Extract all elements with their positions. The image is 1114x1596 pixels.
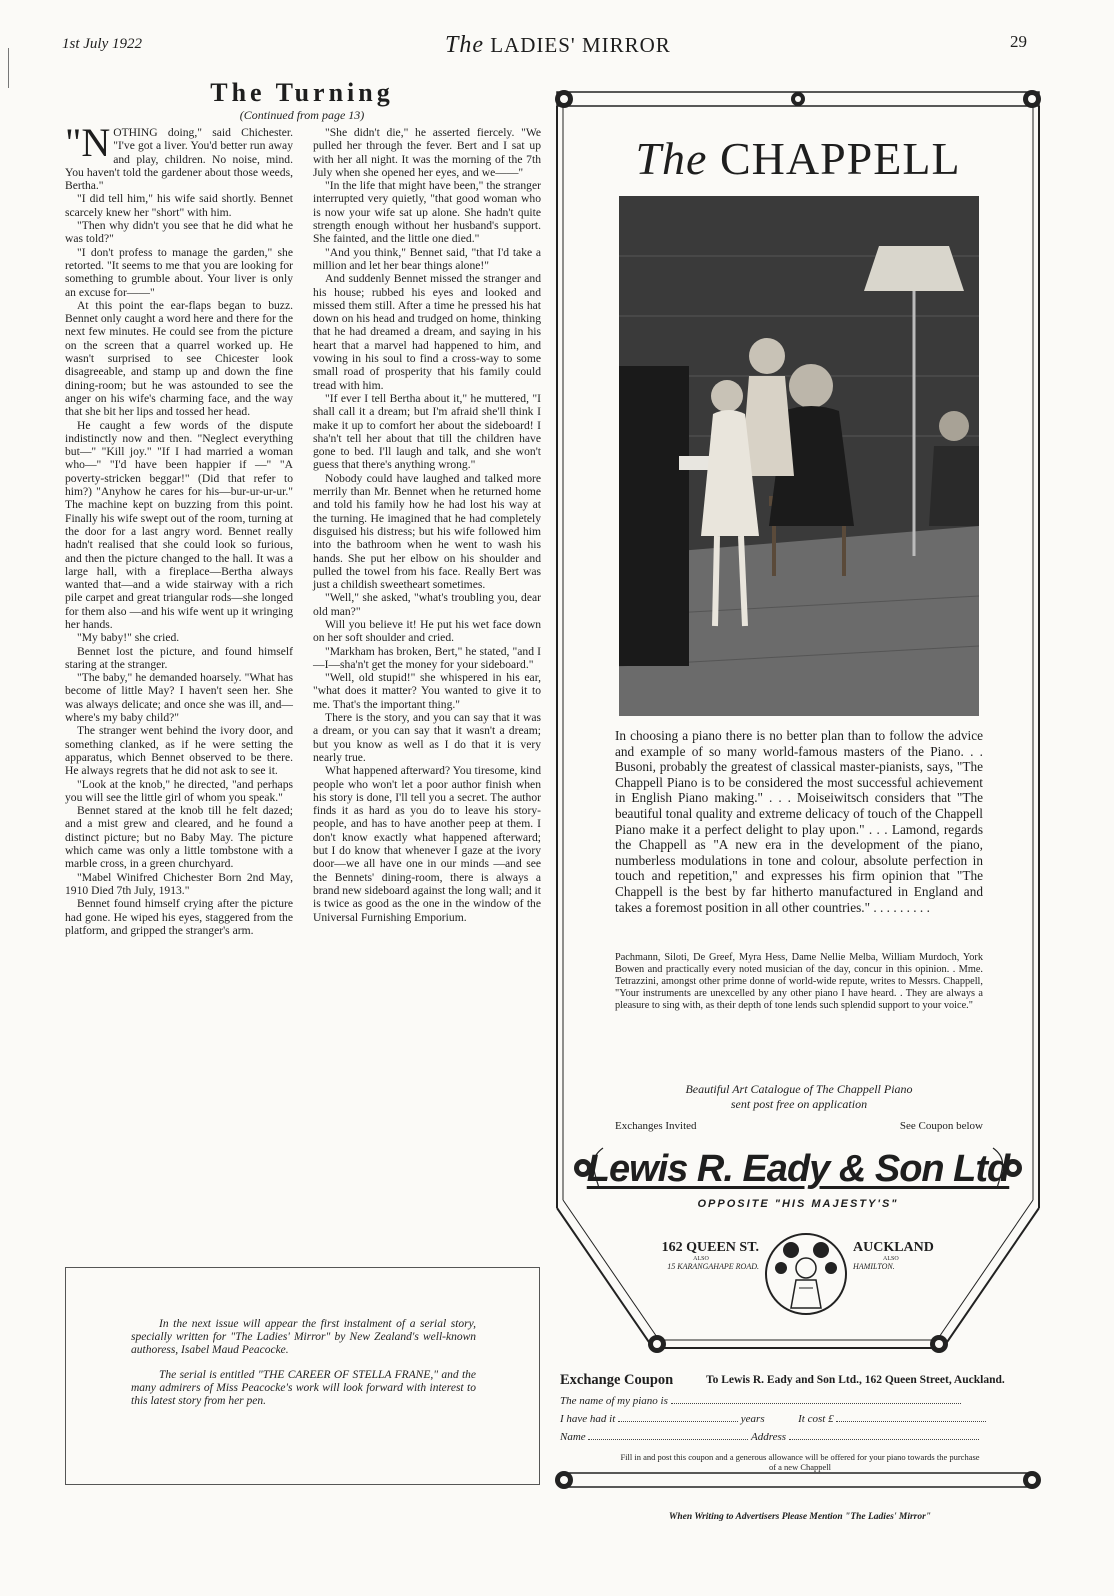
notice-text	[131, 1318, 476, 1420]
story-paragraph: Bennet lost the picture, and found himself staring at the stranger.	[65, 644, 293, 671]
story-paragraph: "My baby!" she cried.	[77, 631, 180, 645]
story-paragraph: Will you believe it! He put his wet face down on her soft shoulder and cried.	[313, 617, 541, 645]
story-epitaph: "Mabel Winifred Chichester Born 2nd May, 1910 Died 7th July, 1913."	[65, 870, 293, 897]
coupon-recipient: To Lewis R. Eady and Son Ltd., 162 Queen Street, Auckland.	[706, 1374, 1005, 1386]
notice-paragraph: In the next issue will appear the first instalment of a serial story, specially written for "The Ladies' Mirror" by New Zealand's well-known authoress, Isabel Maud Peacocke.	[131, 1318, 476, 1356]
story-paragraph: Nobody could have laughed and talked more merrily than Mr. Bennet when he returned home and told his family how he had lost his way at the turning. He imagined that he had completely disguised his distress; but his wife followed him into the bathroom when he went to wash his hands. She put her elbow on his shoulder and pulled the towel from his face. Really Bert was just a childish sweetheart sometimes.	[313, 471, 541, 592]
coupon-label: Address	[750, 1431, 787, 1443]
address-main: 162 QUEEN ST.	[661, 1240, 759, 1255]
drop-cap: "N	[65, 120, 111, 165]
coupon-name-row	[560, 1430, 979, 1443]
story-paragraph: And suddenly Bennet missed the stranger and his house; rubbed his eyes and looked and missed them still. After a time he pressed his hat down on his head and trudged on home, thinking that he had dreamed a dream, and saying in his heart that a marvel had happened to him, and vowing in his soul to find a cross-way to some small road of prosperity that his family could tread with him.	[313, 272, 541, 392]
address-main: AUCKLAND	[853, 1240, 934, 1255]
story-paragraph: "Look at the knob," he directed, "and perhaps you will see the little girl of whom you speak."	[65, 777, 293, 804]
catalogue-line: Beautiful Art Catalogue of The Chappell Piano	[685, 1082, 913, 1096]
story-continued-note: (Continued from page 13)	[239, 108, 365, 122]
story-paragraph: At this point the ear-flaps began to buzz. Bennet only caught a word here and there for the next few minutes. He could see from the picture on the screen that a quarrel worked up. He wasn't surprised to see Chicester look disagreeable, and stamp up and down the fine dining-room; but he was astounded to see the anger on his wife's charming face, and the way that she bit her lips and tossed her head.	[65, 298, 293, 419]
story-paragraph: "I don't profess to manage the garden," she retorted. "It seems to me that you are looking for something to grumble about. Your liver is only an excuse for——"	[65, 245, 293, 299]
coupon-label: The name of my piano is	[560, 1395, 668, 1407]
ad-headline	[581, 132, 1015, 185]
story-paragraph: Bennet found himself crying after the picture had gone. He wiped his eyes, staggered from the platform, and gripped the stranger's arm.	[65, 897, 293, 937]
next-issue-notice	[65, 1267, 540, 1485]
dealer-location-note: OPPOSITE "HIS MAJESTY'S"	[697, 1198, 899, 1210]
coupon-title: Exchange Coupon	[560, 1372, 674, 1388]
exchanges-invited: Exchanges Invited	[615, 1120, 697, 1132]
story-paragraph: "Well," she asked, "what's troubling you, dear old man?"	[313, 591, 541, 618]
story-paragraph-text: OTHING doing," said Chichester. "I've got a liver. You'd better run away and play, children. No noise, mind. You haven't told the gardener about those weeds, Bertha."	[65, 126, 293, 193]
story-paragraph: What happened afterward? You tiresome, kind people who won't let a poor author finish when his story is done, I'll tell you a secret. The author finds it as hard as you do to leave his story-people, and has to have another peep at them. I don't know exactly what happened afterward; but I do know that whenever I gaze at the ivory door—we all have one in our minds —and see the Bennets' dining-room, there is always a brand new sideboard against the long wall; and it is twice as good as the one in the window of the Universal Furnishing Emporium.	[313, 764, 541, 924]
piano-family-illustration	[619, 196, 979, 716]
coupon-piano-name-row	[560, 1394, 961, 1407]
story-paragraph: Bennet stared at the knob till he felt dazed; and a mist grew and cleared, and he found a distinct picture; but no Baby May. The picture which came was only a little tombstone with a marble cross, in a green churchyard.	[65, 804, 293, 871]
story-paragraph: "Markham has broken, Bert," he stated, "and I—I—sha'n't get the money for your sideboard."	[313, 644, 541, 671]
notice-paragraph: The serial is entitled "THE CAREER OF STELLA FRANE," and the many admirers of Miss Peacocke's work will look forward with interest to this latest story from her pen.	[131, 1369, 476, 1407]
chappell-piano-advertisement	[553, 88, 1043, 1360]
cost-field[interactable]	[836, 1412, 986, 1422]
page-footer: When Writing to Advertisers Please Mention "The Ladies' Mirror"	[668, 1512, 932, 1522]
address-sub: 15 KARANGAHAPE ROAD.	[667, 1262, 759, 1271]
dealer-address-right	[853, 1240, 953, 1271]
story-paragraph: There is the story, and you can say that it was a dream, or you can say that it wasn't a dream; but you know as well as I do that it is very nearly true.	[313, 711, 541, 764]
magazine-title-the: The	[445, 32, 484, 58]
issue-date: 1st July 1922	[62, 36, 142, 52]
piano-name-field[interactable]	[671, 1394, 961, 1404]
coupon-label: It cost £	[798, 1413, 834, 1425]
story-paragraph: "If ever I tell Bertha about it," he muttered, "I shall call it a dream; but I'm afraid she'll think I make it up to comfort her about the sideboard! I sha'n't tell her about that till the children have gone to bed. I'll laugh and talk, and she won't guess that there's anything wrong."	[313, 391, 541, 472]
name-field[interactable]	[588, 1430, 748, 1440]
footer-ornament	[553, 1470, 1043, 1490]
address-sub: HAMILTON.	[853, 1262, 895, 1271]
coupon-label: years	[740, 1413, 765, 1425]
see-coupon-note: See Coupon below	[899, 1120, 983, 1132]
address-also: ALSO	[883, 1256, 899, 1262]
story-paragraph: "In the life that might have been," the stranger interrupted very quietly, "that good woman who is now your wife sat up alone. She hadn't quite strength enough without her husband's support. She fainted, and the little one died."	[313, 179, 541, 246]
years-field[interactable]	[618, 1412, 738, 1422]
magazine-title	[445, 32, 671, 59]
coupon-label: Name	[560, 1431, 586, 1443]
story-paragraph: "Well, old stupid!" she whispered in his ear, "what does it matter? You wanted to give it to me. That's the important thing."	[313, 671, 541, 711]
story-paragraph: He caught a few words of the dispute indistinctly now and then. "Neglect everything but—" "Kill joy." "If I had married a woman who—" "I'd have been happier if —" "A poverty-stricken beggar!" (Did that refer to him?) "Anyhow he cares for his—bur-ur-ur-ur." The machine kept on buzzing from this point. Finally his wife swept out of the room, turning at the door for a last angry word. Bennet really hadn't realised that she could look so furious, and then the picture changed to the hall. It was a large hall, with a fireplace—Bertha always wanted that—and a wide stairway with a rich pile carpet and great triangular rods—she longed for them also —and his wife went up it wringing her hands.	[65, 418, 293, 631]
ad-headline-name: CHAPPELL	[719, 133, 961, 184]
dealer-address-left	[643, 1240, 759, 1271]
ad-catalogue-offer	[615, 1082, 983, 1112]
story-paragraph: "And you think," Bennet said, "that I'd take a million and let her bear things alone!"	[313, 245, 541, 272]
page-number: 29	[1010, 32, 1027, 51]
ad-headline-the: The	[635, 133, 708, 184]
coupon-label: I have had it	[560, 1413, 616, 1425]
catalogue-line: sent post free on application	[730, 1097, 868, 1111]
address-also: ALSO	[693, 1256, 709, 1262]
ad-body-copy: In choosing a piano there is no better plan than to follow the advice and example of so many world-famous masters of the Piano. . . Busoni, probably the greatest of classical master-pianists, says, "The Chappell Piano is to be considered the most successful achievement in English Piano making." . . . Moiseiwitsch considers that "The beautiful tonal quality and extreme delicacy of touch of the Chappell Piano make it a perfect delight to play upon." . . . Lamond, regards the Chappell as "A new era in the development of the piano, numberless modulations in tone and colour, absolute perfection in touch and repetition," and expresses his firm opinion that "The Chappell is the best by far hitherto manufactured in England and takes a foremost position in all other countries." . . . . . . . . .	[615, 728, 983, 915]
story-paragraph: "Then why didn't you see that he did what he was told?"	[65, 219, 293, 246]
story-paragraph: "I did tell him," his wife said shortly. Bennet scarcely knew her "short" with him.	[65, 192, 293, 219]
story-title: The Turning	[210, 78, 394, 107]
story-paragraph: The stranger went behind the ivory door, and something clanked, as if he were setting the apparatus, which Bennet observed to be there. He always regrets that he did not ask to see it.	[65, 724, 293, 778]
story-column-left	[65, 120, 293, 937]
coupon-years-row	[560, 1412, 986, 1425]
address-field[interactable]	[789, 1430, 979, 1440]
ad-testimonials: Pachmann, Siloti, De Greef, Myra Hess, Dame Nellie Melba, William Murdoch, York Bowen and practically every noted musician of the day, concur in this opinion. . Mme. Tetrazzini, amongst other prime donne of world-wide repute, writes to Messrs. Chappell, "Your instruments are unexcelled by any other piano I have heard. . They are always a pleasure to sing with, as their depth of tone lends such splendid support to your voice."	[615, 952, 983, 1011]
magazine-title-name: LADIES' MIRROR	[490, 33, 671, 57]
story-paragraph: "She didn't die," he asserted fiercely. "We pulled her through the fever. Bert and I sat up with her all night. It was the morning of the 7th July when she opened her eyes, and we——"	[313, 126, 541, 179]
dealer-logo: Lewis R. Eady & Son Ltd	[586, 1148, 1010, 1190]
coupon-instructions: Fill in and post this coupon and a generous allowance will be offered for your piano towards the purchase of a new Chappell	[620, 1452, 980, 1472]
story-paragraph: "The baby," he demanded hoarsely. "What has become of little May? I haven't seen her. She was always delicate; and once she was ill, and—where's my baby child?"	[65, 671, 293, 725]
story-column-right	[313, 126, 541, 924]
story-paragraph	[65, 120, 293, 193]
crop-mark	[8, 48, 9, 88]
pan-emblem-icon	[761, 1228, 851, 1320]
